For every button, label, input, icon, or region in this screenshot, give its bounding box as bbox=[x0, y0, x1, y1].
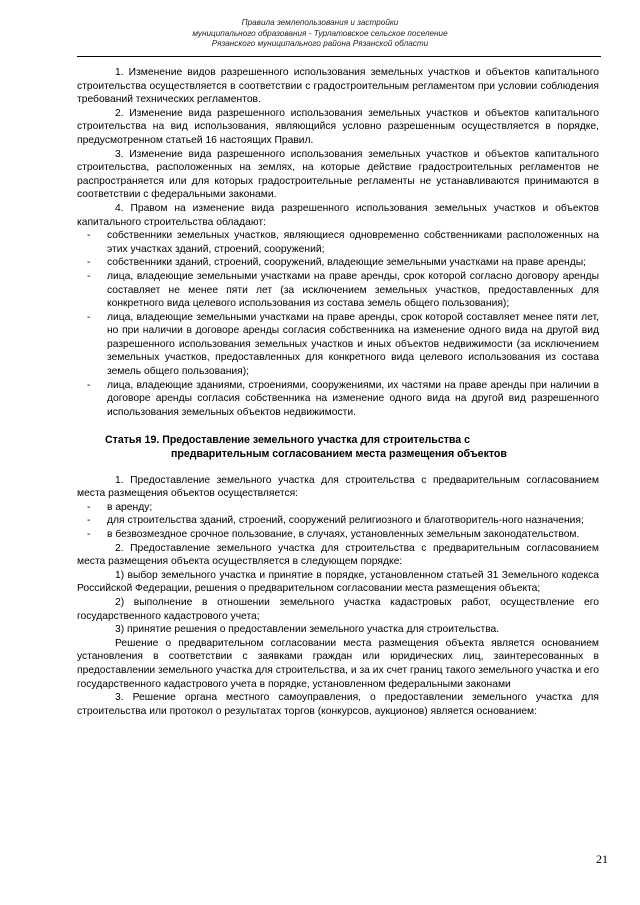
rights-holders-list bbox=[77, 229, 599, 419]
page-number: 21 bbox=[596, 852, 608, 866]
paragraph: 2) выполнение в отношении земельного участка кадастровых работ, осуществление его государственного кадастрового учета; bbox=[77, 596, 599, 622]
list-item: - лица, владеющие земельными участками на праве аренды, срок которой согласно договору аренды составляет не менее пяти лет (за исключением земельных участков, предоставленных для конкретного вида целевого использования из состава земель общего пользования); bbox=[77, 270, 599, 311]
header-line-2: муниципального образования - Турлатовское сельское поселение bbox=[192, 28, 448, 38]
article-heading-line-1: Статья 19. Предоставление земельного участка для строительства с bbox=[105, 434, 471, 447]
header-rule bbox=[77, 56, 601, 57]
header-line-3: Рязанского муниципального района Рязанской области bbox=[211, 39, 429, 48]
article-heading bbox=[77, 434, 599, 461]
header-line-1: Правила землепользования и застройки bbox=[241, 18, 399, 27]
list-item: - для строительства зданий, строений, сооружений религиозного и благотворитель-ного назначения; bbox=[77, 514, 599, 528]
list-item: - собственники земельных участков, являющиеся одновременно собственниками расположенных на этих участках зданий, строений, сооружений; bbox=[77, 229, 599, 256]
paragraph: 3. Решение органа местного самоуправления, о предоставлении земельного участка для строительства или протокол о результатах торгов (конкурсов, аукционов) является основанием: bbox=[77, 692, 599, 717]
paragraph: 3. Изменение вида разрешенного использования земельных участков и объектов капитального строительства, расположенных на землях, на которые действие градостроительных регламентов не распространяется или для которых градостроительные регламенты не устанавливаются принимаются в соответствии с федеральными законами. bbox=[77, 148, 599, 201]
list-item: - собственники зданий, строений, сооружений, владеющие земельными участками на праве аренды; bbox=[77, 256, 599, 270]
paragraph: 2. Предоставление земельного участка для строительства с предварительным согласованием места размещения объекта осуществляется в следующем порядке: bbox=[77, 542, 599, 568]
article-heading-line-2: предварительным согласованием места размещения объектов bbox=[171, 448, 507, 461]
list-item: - в безвозмездное срочное пользование, в случаях, установленных земельным законодательством. bbox=[77, 528, 599, 542]
provision-forms-list bbox=[77, 501, 599, 542]
paragraph: 2. Изменение вида разрешенного использования земельных участков и объектов капитального строительства на вид использования, являющийся условно разрешенным осуществляется в порядке, предусмотренном статьей 16 настоящих Правил. bbox=[77, 107, 599, 146]
list-item: - лица, владеющие зданиями, строениями, сооружениями, их частями на праве аренды при наличии в договоре аренды согласия собственника на изменение одного вида на другой вид разрешенного использования земельных объектов недвижимости. bbox=[77, 379, 599, 420]
paragraph: 1) выбор земельного участка и принятие в порядке, установленном статьей 31 Земельного кодекса Российской Федерации, решения о предварительном согласовании места размещения объекта; bbox=[77, 569, 599, 595]
list-item: - в аренду; bbox=[77, 501, 599, 515]
paragraph: 4. Правом на изменение вида разрешенного использования земельных участков и объектов капитального строительства обладают: bbox=[77, 202, 599, 228]
paragraph: 3) принятие решения о предоставлении земельного участка для строительства. bbox=[115, 624, 500, 636]
paragraph: 1. Изменение видов разрешенного использования земельных участков и объектов капитального строительства осуществляется в соответствии с градостроительным регламентом при условии соблюдения требований технических регламентов. bbox=[77, 67, 599, 106]
running-header bbox=[0, 18, 640, 50]
list-item: - лица, владеющие земельными участками на праве аренды, срок которой составляет менее пяти лет, но при наличии в договоре аренды согласия собственника на изменение одного вида на другой вид разрешенного использования земельных участков и иных объектов недвижимости (за исключением земельных участков, предоставленных для конкретного вида целевого использования из состава земель общего пользования); bbox=[77, 311, 599, 379]
document-body bbox=[77, 66, 599, 718]
paragraph: Решение о предварительном согласовании места размещения объекта является основанием установления в соответствии с заявками граждан или юридических лиц, заинтересованных в предоставлении земельного участка для строительства, и за их счет границ такого земельного участка и его государственного кадастрового учета в порядке, установленном федеральными законами bbox=[77, 637, 599, 690]
paragraph: 1. Предоставление земельного участка для строительства с предварительным согласованием места размещения объектов осуществляется: bbox=[77, 474, 599, 500]
